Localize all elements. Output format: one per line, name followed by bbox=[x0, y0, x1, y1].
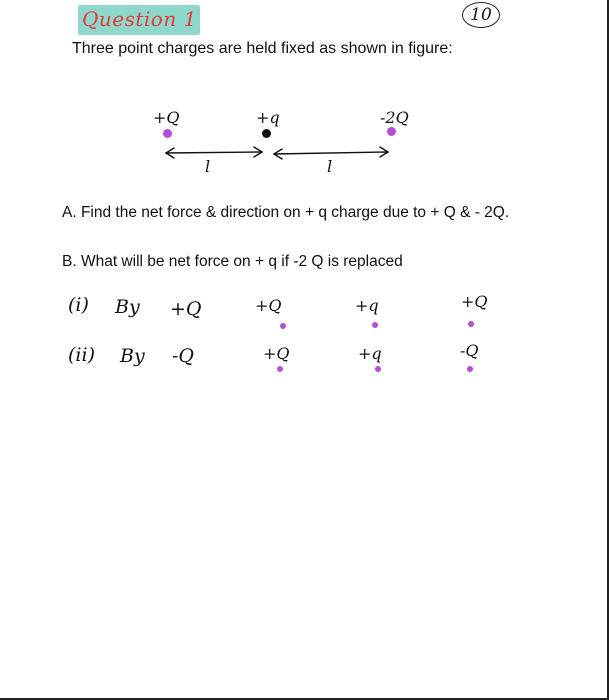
case-ii-charge-3: -Q bbox=[460, 341, 479, 360]
question-a: A. Find the net force & direction on + q charge due to + Q & - 2Q. bbox=[62, 204, 510, 221]
case-i-dot-3 bbox=[468, 321, 474, 327]
distance-label-2: l bbox=[327, 157, 333, 176]
case-ii-replacement: -Q bbox=[172, 345, 194, 367]
charge-label-plus-Q: +Q bbox=[153, 108, 180, 127]
case-ii-dot-2 bbox=[375, 366, 381, 372]
case-i-charge-3: +Q bbox=[461, 292, 488, 311]
page-title: Question 1 bbox=[82, 7, 197, 31]
case-i-dot-1 bbox=[280, 323, 286, 329]
case-ii-dot-1 bbox=[277, 366, 283, 372]
arrow-right-span bbox=[274, 152, 388, 154]
case-i-dot-2 bbox=[372, 322, 378, 328]
case-i-replacement: +Q bbox=[170, 298, 202, 320]
charge-label-minus-2Q: -2Q bbox=[380, 108, 409, 127]
page-number-badge: 10 bbox=[462, 2, 500, 28]
charge-label-plus-q: +q bbox=[256, 108, 280, 127]
case-ii-dot-3 bbox=[467, 366, 473, 372]
case-ii-charge-2: +q bbox=[358, 344, 382, 363]
distance-label-1: l bbox=[205, 157, 211, 176]
case-i-charge-2: +q bbox=[355, 296, 379, 315]
case-i-charge-1: +Q bbox=[255, 296, 282, 315]
arrow-left-span bbox=[166, 152, 262, 153]
case-i-index: (i) bbox=[68, 294, 89, 316]
question-b: B. What will be net force on + q if -2 Q is replaced bbox=[62, 253, 403, 270]
case-ii-by: By bbox=[120, 345, 145, 367]
case-ii-index: (ii) bbox=[68, 344, 95, 366]
question-prompt: Three point charges are held fixed as shown in figure: bbox=[72, 40, 453, 57]
case-ii-charge-1: +Q bbox=[263, 344, 290, 363]
case-i-by: By bbox=[115, 296, 140, 318]
